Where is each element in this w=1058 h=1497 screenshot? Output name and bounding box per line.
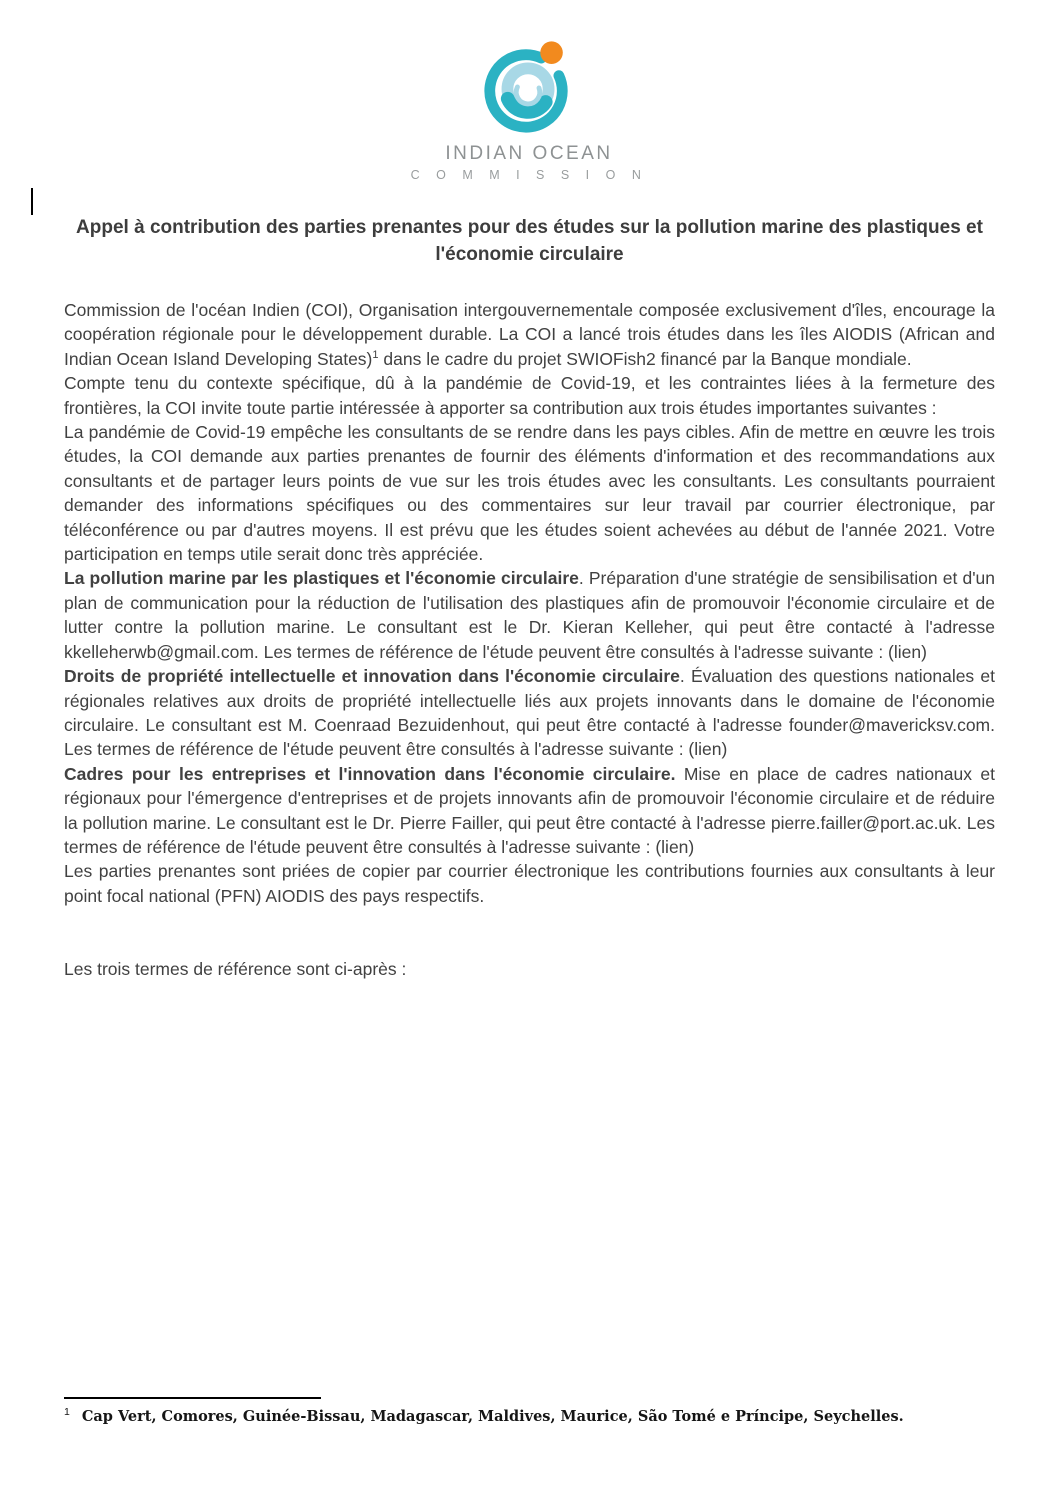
paragraph <box>64 298 995 371</box>
paragraph-text: Compte tenu du contexte spécifique, dû à la pandémie de Covid-19, et les contraintes liées à la fermeture des frontières, la COI invite toute partie intéressée à apporter sa contribution aux trois études importantes suivantes : <box>64 373 995 418</box>
paragraph <box>64 859 995 908</box>
paragraph-lead-bold: Droits de propriété intellectuelle et innovation dans l'économie circulaire <box>64 666 680 687</box>
paragraph-text: dans le cadre du projet SWIOFish2 financé par la Banque mondiale. <box>378 348 912 369</box>
paragraph-text: La pandémie de Covid-19 empêche les consultants de se rendre dans les pays cibles. Afin de mettre en œuvre les trois études, la COI demande aux parties prenantes de fournir des éléments d'information et des recommandations aux consultants et de partager leurs points de vue sur les trois études avec les consultants. Les consultants pourraient demander des informations spécifiques ou des commentaires sur leur travail par courrier électronique, par téléconférence ou par d'autres moyens. Il est prévu que les études soient achevées au début de l'année 2021. Votre participation en temps utile serait donc très appréciée. <box>64 422 995 565</box>
orange-dot-icon <box>540 41 563 64</box>
logo-title: INDIAN OCEAN <box>445 143 613 164</box>
paragraph <box>64 566 995 664</box>
paragraph <box>64 762 995 860</box>
paragraph-text: Commission de l'océan Indien (COI), Organisation intergouvernementale composée exclusivement d'îles, encourage la coopération régionale pour le développement durable. La COI a lancé trois études dans les îles AIODIS (African and Indian Ocean Island Developing States) <box>64 300 995 369</box>
paragraph-lead-bold: Cadres pour les entreprises et l'innovation dans l'économie circulaire. <box>64 763 676 784</box>
footnote-text: Cap Vert, Comores, Guinée-Bissau, Madagascar, Maldives, Maurice, São Tomé e Príncipe, Seychelles. <box>81 1407 904 1425</box>
footnote-area <box>64 1397 995 1425</box>
paragraph <box>64 420 995 566</box>
footnote-reference: 1 <box>372 348 379 361</box>
text-cursor <box>31 188 33 215</box>
paragraph-text: Mise en place de cadres nationaux et régionaux pour l'émergence d'entreprises et de projets innovants afin de promouvoir l'économie circulaire et de réduire la pollution marine. Le consultant est le Dr. Pierre Failler, qui peut être contacté à l'adresse pierre.failler@port.ac.uk. Les termes de référence de l'étude peuvent être consultés à l'adresse suivante : (lien) <box>64 763 996 857</box>
paragraph-text: . Évaluation des questions nationales et régionales relatives aux droits de propriété intellectuelle liés aux projets innovants dans le domaine de l'économie circulaire. Le consultant est M. Coenraad Bezuidenhout, qui peut être contacté à l'adresse founder@mavericksv.com. Les termes de référence de l'étude peuvent être consultés à l'adresse suivante : (lien) <box>64 666 995 760</box>
closing-line: Les trois termes de référence sont ci-après : <box>64 959 407 980</box>
ioc-logo-icon <box>480 36 578 136</box>
logo-subtitle: C O M M I S S I O N <box>410 168 648 182</box>
page-title: Appel à contribution des parties prenantes pour des études sur la pollution marine des plastiques et l'économie circulaire <box>76 217 983 265</box>
footnote-marker: 1 <box>64 1406 70 1418</box>
body-paragraphs <box>64 298 995 982</box>
paragraph <box>64 371 995 420</box>
logo-block <box>0 36 1058 182</box>
footnote-separator <box>64 1397 321 1399</box>
paragraph-text: Les parties prenantes sont priées de copier par courrier électronique les contributions fournies aux consultants à leur point focal national (PFN) AIODIS des pays respectifs. <box>64 861 995 906</box>
paragraph-lead-bold: La pollution marine par les plastiques et l'économie circulaire <box>64 568 579 589</box>
paragraph <box>64 664 995 762</box>
footnote <box>64 1406 995 1425</box>
paragraph-text: . Préparation d'une stratégie de sensibilisation et d'un plan de communication pour la réduction de l'utilisation des plastiques afin de promouvoir l'économie circulaire et de lutter contre la pollution marine. Le consultant est le Dr. Kieran Kelleher, qui peut être contacté à l'adresse kkelleherwb@gmail.com. Les termes de référence de l'étude peuvent être consultés à l'adresse suivante : (lien) <box>64 568 996 662</box>
